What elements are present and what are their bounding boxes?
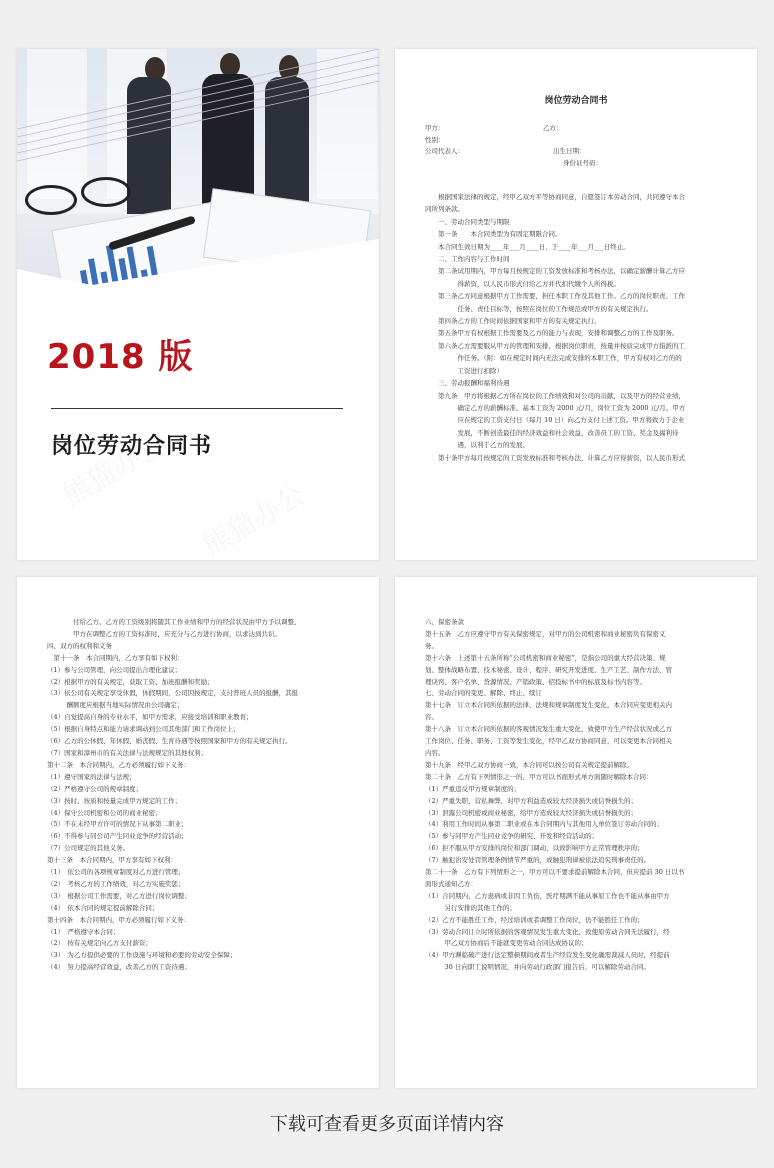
text-line: （2）根据甲方的有关规定，获取工资、加班报酬和奖励；	[47, 677, 214, 686]
text-line: （3）依公司有关规定享受休假，休假期间，公司因按规定，支付普班人员的报酬，其报	[47, 689, 299, 698]
text-line: 第十一条 本合同期内，乙方享有如下权利：	[47, 653, 184, 662]
birth-date-label: 出生日期：	[553, 147, 586, 155]
text-line: 酬额度应根据当地实际情况由公司确定；	[47, 701, 184, 710]
text-line: 六、保密条款	[425, 618, 464, 626]
text-line: 第十五条 乙方应遵守甲方有关保密规定，对甲方的公司机密和商业秘密负有保密义	[425, 629, 666, 638]
cover-page	[17, 49, 379, 560]
text-line: （4）甲方濒临破产进行法定整顿期间或者生产经营发生变化确需裁减人员时，经提前	[425, 951, 670, 960]
text-line: 第十六条 上述第十五条所称“公司机密和商业秘密”，是指公司的重大经营决策、规	[425, 653, 666, 662]
text-line: （6）拒不服从甲方安排的岗位和部门调动，以致影响甲方正常管理秩序的；	[425, 844, 644, 853]
text-line: 第十二条 本合同期内，乙方必须履行如下义务：	[47, 760, 190, 769]
edition-label: 2018 版	[47, 337, 194, 377]
party-b-label: 乙方：	[543, 124, 563, 132]
text-line: （1） 依公司的各项规章制度对乙方进行管理；	[47, 868, 185, 877]
party-a-label: 甲方：	[425, 124, 445, 132]
text-line: 第二十条 乙方有下列情形之一的，甲方可以书面形式单方面随时解除本合同：	[425, 772, 653, 781]
text-line: 理诀窍、客户名单、货源情况、产销政策、招投标书中的标底及标书内容等。	[425, 677, 646, 686]
text-line: 发展，不断创造最佳的经济效益和社会效益，改善员工的工资、奖金及福利待	[425, 428, 679, 437]
text-line: 容。	[425, 713, 438, 722]
divider	[51, 408, 343, 409]
page-2-body	[425, 191, 731, 464]
text-line: 七、劳动合同的变更、解除、终止、续订	[425, 689, 542, 698]
text-line: 工资进行扣除）	[425, 366, 503, 375]
text-line: （4） 努力提高经营效益，改善乙方的工资待遇；	[47, 963, 191, 972]
contract-page-2	[395, 49, 757, 560]
text-line: 任务、责任目标等，按照在岗位的工作规范或甲方的有关规定执行。	[425, 304, 653, 313]
text-line: 第十四条 本合同期内，甲方必须履行如下义务：	[47, 915, 190, 924]
cover-photo	[17, 49, 379, 297]
text-line: 第四条乙方的工作时间依据国家和甲方的有关规定执行。	[425, 317, 601, 326]
text-line: 作任务。（附：如在规定时间内无法完成安排的本职工作，甲方有权对乙方的的	[425, 354, 682, 363]
text-line: （6）乙方的公休假、年休假、婚丧假、生育待遇等按照国家和甲方的有关规定执行。	[47, 737, 292, 746]
representative-label: 公司代表人：	[425, 147, 464, 155]
text-line: （1）严重违反甲方规章制度的；	[425, 784, 521, 793]
text-line: 面形式通知乙方：	[425, 879, 477, 888]
text-line: （1）参与公司管理，向公司提出合理化建议；	[47, 665, 182, 674]
text-line: （3）按时、按质和按量完成甲方规定的工作；	[47, 796, 182, 805]
text-line: 同所列条款。	[425, 205, 464, 214]
party-header	[425, 123, 731, 169]
text-line: （6）不得参与同公司产生同业竞争的经营活动；	[47, 832, 188, 841]
page-4-body	[425, 617, 731, 974]
text-line: 根据国家法律的规定，经甲乙双方平等协商同意，自愿签订本劳动合同，共同遵守本合	[425, 193, 685, 201]
text-line: 务。	[425, 641, 438, 650]
text-line: 第十九条 经甲乙双方协商一致，本合同可以按公司有关规定提前解除。	[425, 760, 633, 769]
contract-page-4	[395, 577, 757, 1088]
text-line: 第二十一条 乙方有下列情形之一，甲方可以不要求提前解除本合同，但应提前 30 日以书	[425, 868, 685, 877]
text-line: （1） 严格遵守本合同；	[47, 927, 120, 936]
text-line: （2）严重失职、营私舞弊，对甲方利益造成较大经济损失或信誉损失的；	[425, 796, 638, 805]
text-line: 二、工作内容与工作时间	[425, 255, 510, 264]
text-line: 第二条试用期内，甲方每月按规定的工资发放标准和考核办法，以确定薪酬计算乙方应	[425, 267, 685, 276]
text-line: （7）国家和漳州市的有关法律与法规规定的其他权利；	[47, 748, 208, 757]
text-line: （3）泄露公司机密或商业秘密，给甲方造成较大经济损失或信誉损失的；	[425, 808, 638, 817]
text-line: 一、劳动合同类型与期限	[425, 217, 510, 226]
text-line: （7）公司规定的其他义务。	[47, 844, 130, 853]
text-line: 第一条 本合同类型为有固定期限合同。	[425, 230, 562, 239]
gender-label: 性别：	[425, 135, 445, 144]
text-line: 甲方在调整乙方的工资标准时，应充分与乙方进行协商，以求达到共识。	[47, 629, 281, 638]
text-line: 30 日向职工说明情况，并向劳动行政部门报告后，可以解除劳动合同。	[425, 963, 650, 972]
text-line: 付给乙方。乙方的工资级别将随其工作业绩和甲方的经营状况由甲方予以调整，	[47, 618, 301, 626]
text-line: 确定乙方的薪酬标准。基本工资为 2000 元/月，岗位工资为 2000 元/月。甲方	[425, 403, 686, 412]
text-line: 本合同生效日期为____年___月____日，于____年___月___日终止。	[425, 242, 630, 251]
text-line: 第五条甲方有权根据工作需要及乙方的能力与表现，安排和调整乙方的工作及职务。	[425, 329, 679, 338]
text-line: 三、劳动报酬和福利待遇	[425, 379, 510, 388]
contract-title: 岗位劳动合同书	[544, 96, 608, 106]
text-line: 得薪资，以人民币形式付给乙方并代扣代缴个人所得税。	[425, 279, 620, 288]
text-line: （4）利用工作时间从事第二职业或在本合同期内与其他用人单位签订劳动合同的；	[425, 820, 664, 829]
text-line: 第十条甲方每月按规定的工资发放标准和考核办法，计算乙方应得薪资，以人民币形式	[425, 453, 685, 462]
text-line: （2）乙方不能胜任工作，经过培训或者调整工作岗位，仍不能胜任工作的；	[425, 915, 644, 924]
cover-title: 岗位劳动合同书	[51, 434, 213, 459]
text-line: （1）合同期内，乙方患病或非因工负伤，医疗期满不能从事原工作也不能从事由甲方	[425, 891, 670, 900]
text-line: （2） 考核乙方的工作绩效，对乙方实施奖惩；	[47, 879, 185, 888]
text-line: （4）保守公司机密和公司的商业秘密；	[47, 808, 162, 817]
text-line: 第六条乙方需要服从甲方的管理和安排，根据岗位职责，按量并按质完成甲方指派的工	[425, 341, 685, 350]
text-line: （4）自觉提高自身的专业水平，如甲方需求，应接受培训和职业教育；	[47, 713, 253, 722]
text-line: 甲乙双方协商后不能就变更劳动合同达成协议的；	[425, 939, 588, 948]
id-number-label: 身份证号码：	[563, 158, 602, 167]
text-line: 工作岗位、任务、职务、工资等发生变化，经甲乙双方协商同意，可以变更本合同相关	[425, 737, 672, 746]
text-line: （1）遵守国家的法律与法规；	[47, 772, 136, 781]
text-line: 第十七条 订立本合同所依据的法律、法规和规章制度发生变化，本合同应变更相关内	[425, 701, 672, 710]
text-line: 第十三条 本合同期内，甲方享有如下权利：	[47, 856, 177, 865]
text-line: 四、双方的权利和义务	[47, 641, 112, 650]
text-line: （7）触犯治安处罚管理条例情节严重的，或触犯刑律被依法追究刑事责任的。	[425, 856, 651, 865]
text-line: 划、整体战略布置、技术秘密、设计、程序、研究开发进度、生产工艺、制作方法、管	[425, 665, 672, 674]
text-line: （2） 按有关规定向乙方支付薪资；	[47, 939, 152, 948]
text-line: （3） 为乙方提供必要的工作设施与环境和必要的劳动安全保障；	[47, 951, 237, 960]
text-line: 另行安排的其他工作的；	[425, 903, 516, 912]
text-line: （4） 依本合同的规定提前解除合同；	[47, 903, 159, 912]
text-line: 第九条 甲方将根据乙方所在岗位的工作绩效和对公司的贡献，以及甲方的经营业绩，	[425, 391, 685, 400]
contract-page-3	[17, 577, 379, 1088]
text-line: 内容。	[425, 748, 445, 757]
text-line: 遇，以利于乙方的发展。	[425, 441, 529, 450]
decorative-lines	[17, 49, 379, 297]
text-line: （3） 根据公司工作需要，对乙方进行岗位调整；	[47, 891, 191, 900]
text-line: 第三条乙方同意根据甲方工作需要，担任本职工作及其他工作。乙方的岗位职责、工作	[425, 292, 685, 301]
text-line: 第十八条 订立本合同所依据的客观情况发生重大变化，致使甲方生产经营状况或乙方	[425, 725, 672, 734]
text-line: （5）参与同甲方产生同业竞争的研究、开发和经营活动的；	[425, 832, 599, 841]
text-line: （5）不在未经甲方许可的情况下从事第二职业；	[47, 820, 188, 829]
download-prompt[interactable]: 下载可查看更多页面详情内容	[270, 1114, 504, 1135]
text-line: （3）劳动合同订立时所依据的客观情况发生重大变化，致使原劳动合同无法履行，经	[425, 927, 670, 936]
text-line: （5）根据自身特点和能力请求调动到公司其他部门和工作岗位上；	[47, 725, 240, 734]
page-3-body	[47, 617, 353, 974]
text-line: （2）严格遵守公司的规章制度；	[47, 784, 143, 793]
text-line: 应在规定的工资支付日（每月 10 日）向乙方支付上述工资。甲方将致力于企业	[425, 416, 685, 425]
